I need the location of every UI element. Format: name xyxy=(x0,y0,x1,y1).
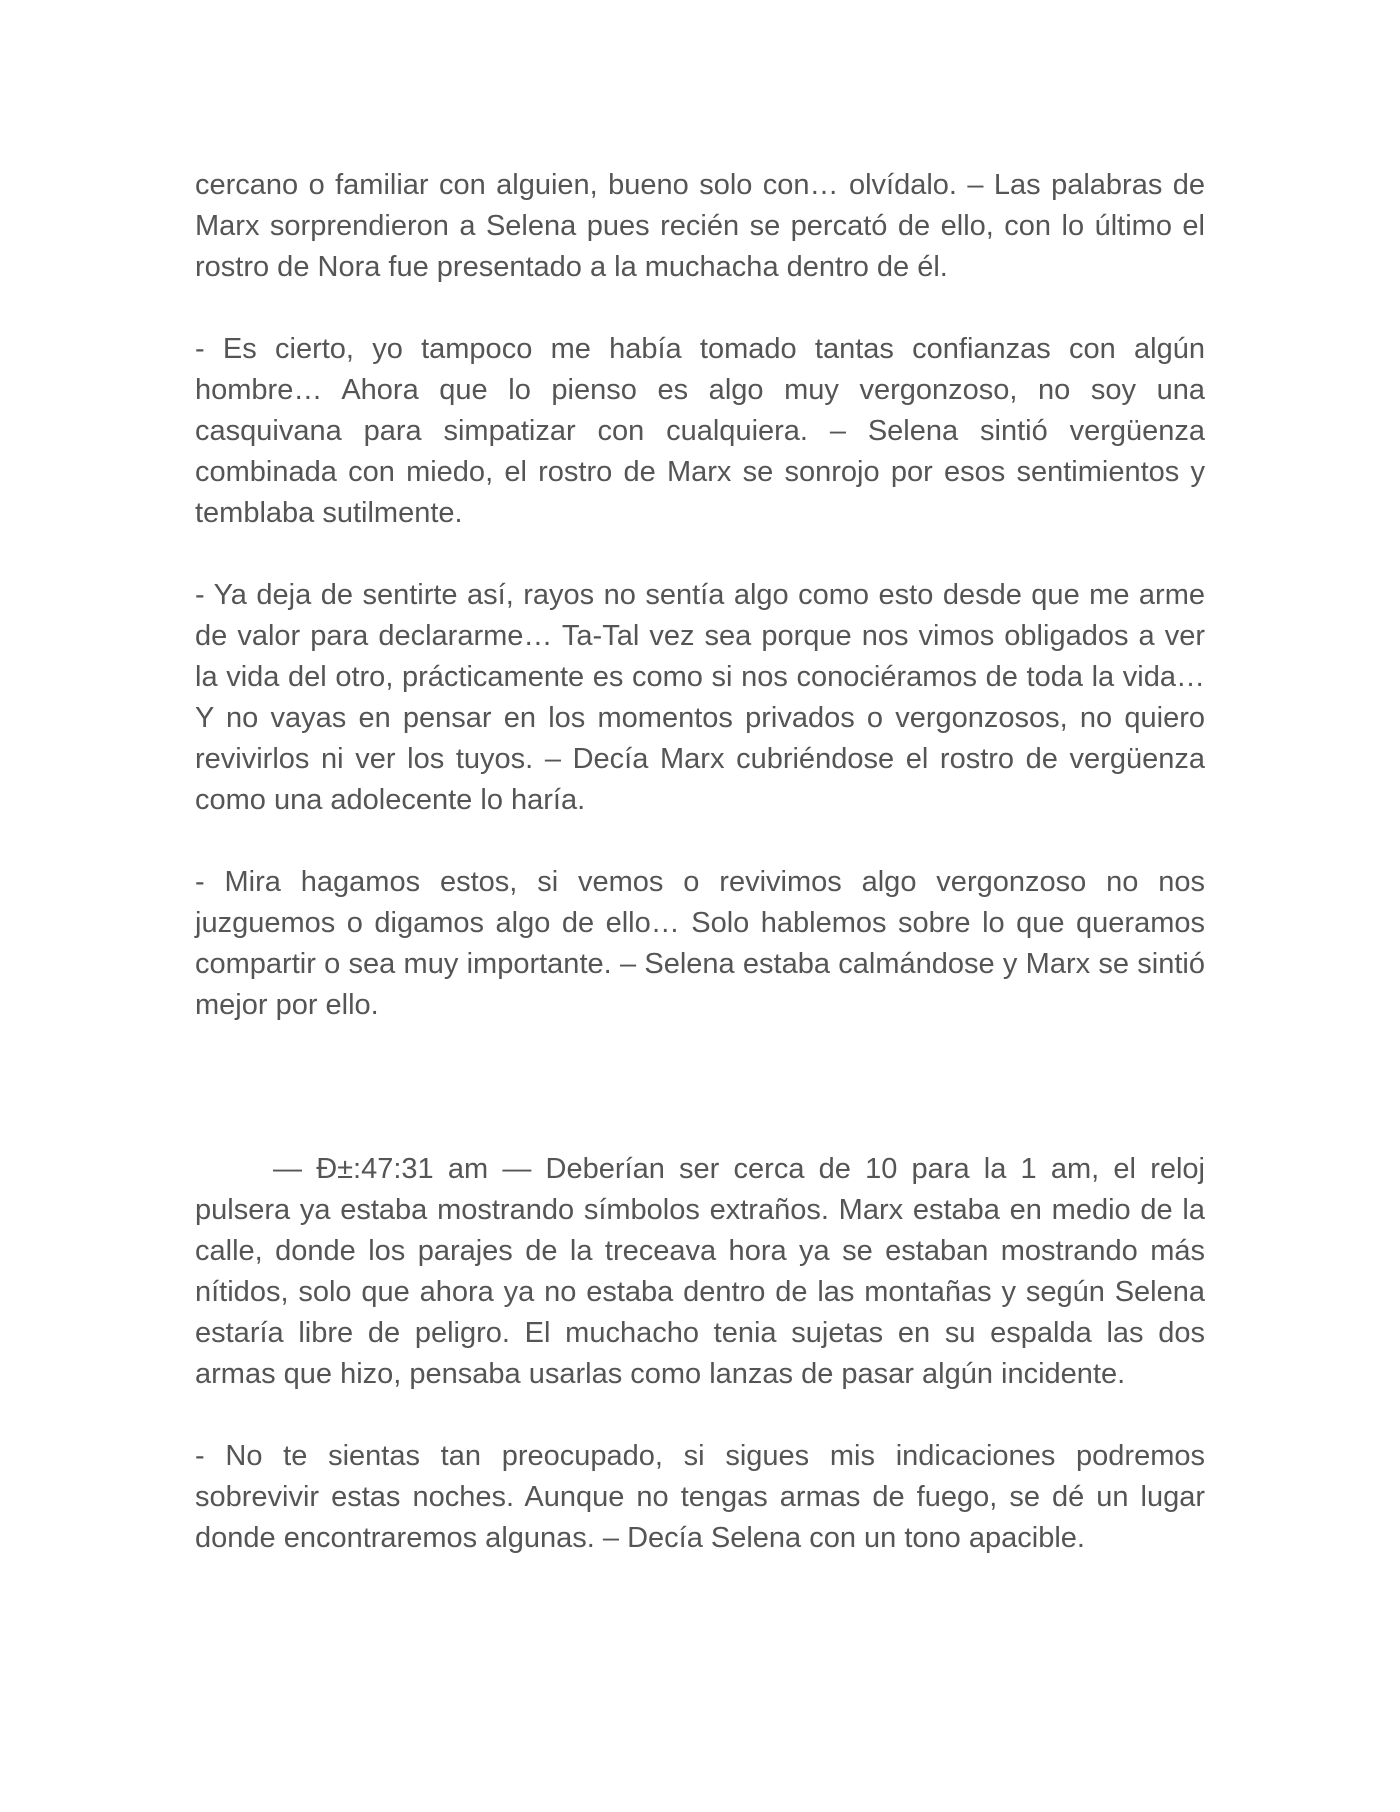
paragraph-4: - Mira hagamos estos, si vemos o revivimos algo vergonzoso no nos juzguemos o digamos algo de ello… Solo hablemos sobre lo que queramos compartir o sea muy importante. – Selena estaba calmándose y Marx se sintió mejor por ello. xyxy=(195,866,1205,1021)
paragraph-6: - No te sientas tan preocupado, si sigues mis indicaciones podremos sobrevivir estas noches. Aunque no tengas armas de fuego, se dé un lugar donde encontraremos algunas. – Decía Selena con un tono apacible. xyxy=(195,1440,1205,1554)
paragraph-5: — Ð±:47:31 am — Deberían ser cerca de 10 para la 1 am, el reloj pulsera ya estaba mostrando símbolos extraños. Marx estaba en medio de la calle, donde los parajes de la treceava hora ya se estaban mostrando más nítidos, solo que ahora ya no estaba dentro de las montañas y según Selena estaría libre de peligro. El muchacho tenia sujetas en su espalda las dos armas que hizo, pensaba usarlas como lanzas de pasar algún incidente. xyxy=(195,1153,1205,1390)
paragraph-2: - Es cierto, yo tampoco me había tomado tantas confianzas con algún hombre… Ahora que lo pienso es algo muy vergonzoso, no soy una casquivana para simpatizar con cualquiera. – Selena sintió vergüenza combinada con miedo, el rostro de Marx se sonrojo por esos sentimientos y temblaba sutilmente. xyxy=(195,333,1205,529)
document-page xyxy=(195,165,1205,1600)
paragraph-1: cercano o familiar con alguien, bueno solo con… olvídalo. – Las palabras de Marx sorprendieron a Selena pues recién se percató de ello, con lo último el rostro de Nora fue presentado a la muchacha dentro de él. xyxy=(195,169,1205,283)
paragraph-3: - Ya deja de sentirte así, rayos no sentía algo como esto desde que me arme de valor para declararme… Ta-Tal vez sea porque nos vimos obligados a ver la vida del otro, prácticamente es como si nos conociéramos de toda la vida… Y no vayas en pensar en los momentos privados o vergonzosos, no quiero revivirlos ni ver los tuyos. – Decía Marx cubriéndose el rostro de vergüenza como una adolecente lo haría. xyxy=(195,579,1205,816)
scene-break-spacer xyxy=(195,1067,1205,1149)
